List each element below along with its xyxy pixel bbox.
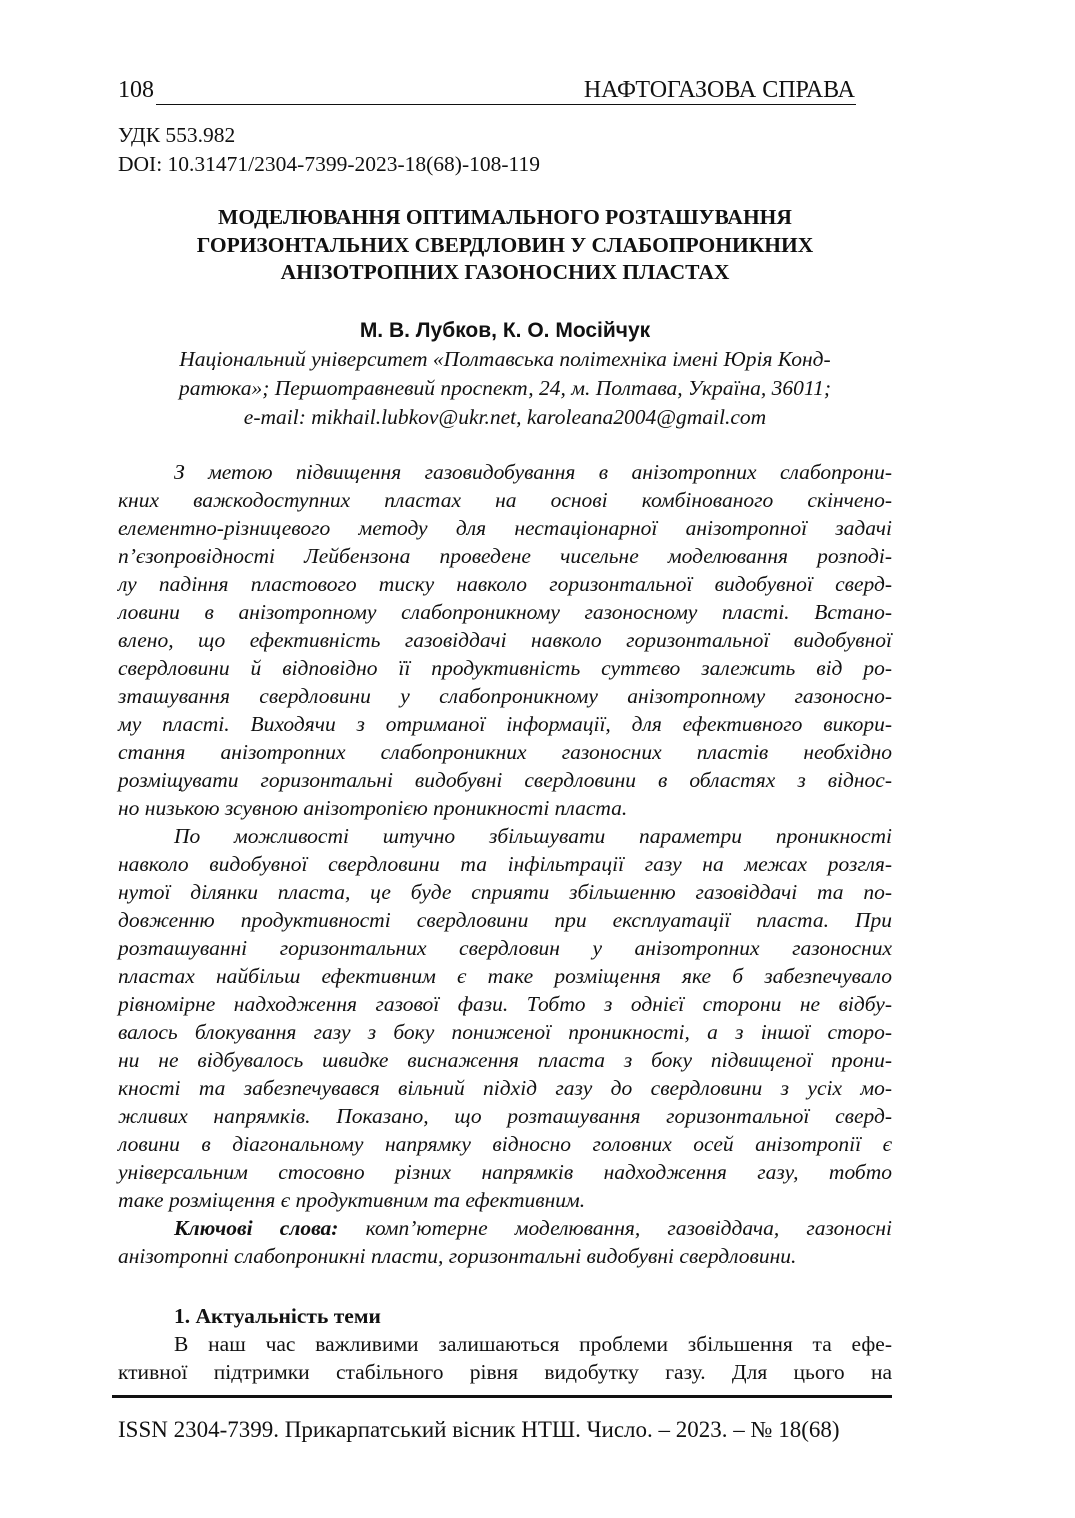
- article-title: [118, 204, 892, 287]
- abstract-line: му пласті. Виходячи з отриманої інформації, для ефективного викори-: [118, 712, 892, 736]
- footer-citation: ISSN 2304-7399. Прикарпатський вісник НТШ. Число. – 2023. – № 18(68): [118, 1417, 840, 1442]
- affiliation: [118, 345, 892, 432]
- abstract-line: ни не відбувалось швидке виснаження пласта з боку підвищеної прони-: [118, 1048, 892, 1072]
- abstract-line: таке розміщення є продуктивним та ефективним.: [118, 1188, 586, 1212]
- journal-name: НАФТОГАЗОВА СПРАВА: [583, 77, 855, 103]
- keywords-label: Ключові слова:: [174, 1216, 339, 1240]
- page-number: 108: [118, 77, 154, 103]
- abstract-line: довженню продуктивності свердловини при експлуатації пласта. При: [118, 908, 892, 932]
- abstract-line: З метою підвищення газовидобування в анізотропних слабопрони-: [174, 460, 892, 484]
- title-line: ГОРИЗОНТАЛЬНИХ СВЕРДЛОВИН У СЛАБОПРОНИКНИХ: [196, 232, 814, 257]
- abstract-line: навколо видобувної свердловини та інфільтрації газу на межах розгля-: [118, 852, 892, 876]
- affiliation-line: ратюка»; Першотравневий проспект, 24, м. Полтава, Україна, 36011;: [179, 376, 831, 400]
- abstract-line: розміщувати горизонтальні видобувні свердловини в областях з віднос-: [118, 768, 892, 792]
- doi: DOI: 10.31471/2304-7399-2023-18(68)-108-119: [118, 152, 540, 176]
- abstract-line: влено, що ефективність газовіддачі навколо горизонтальної видобувної: [118, 628, 892, 652]
- abstract-line: нутої ділянки пласта, це буде сприяти збільшенню газовіддачі та по-: [118, 880, 892, 904]
- body-line: В наш час важливими залишаються проблеми збільшення та ефе-: [174, 1332, 892, 1356]
- abstract-line: ловини в анізотропному слабопроникному газоносному пласті. Встано-: [118, 600, 892, 624]
- abstract-line: но низькою зсувною анізотропією проникності пласта.: [118, 796, 628, 820]
- title-line: АНІЗОТРОПНИХ ГАЗОНОСНИХ ПЛАСТАХ: [280, 260, 730, 284]
- abstract-paragraph-1: [118, 458, 892, 822]
- affiliation-line: Національний університет «Полтавська політехніка імені Юрія Конд-: [179, 347, 831, 371]
- article-metadata: [118, 121, 540, 179]
- section-relevance: [118, 1302, 892, 1386]
- abstract-line: пластах найбільш ефективним є таке розміщення яке б забезпечувало: [118, 964, 892, 988]
- udc-code: УДК 553.982: [118, 123, 236, 147]
- section-heading: 1. Актуальність теми: [174, 1304, 381, 1328]
- abstract-line: лу падіння пластового тиску навколо горизонтальної видобувної сверд-: [118, 572, 892, 596]
- abstract-line: ловини в діагональному напрямку відносно головних осей анізотропії є: [118, 1132, 892, 1156]
- abstract-line: елементно-різницевого методу для нестаціонарної анізотропної задачі: [118, 516, 892, 540]
- keywords-line: [118, 1214, 892, 1242]
- keywords-line: анізотропні слабопроникні пласти, горизонтальні видобувні свердловини.: [118, 1244, 797, 1268]
- abstract-line: стання анізотропних слабопроникних газоносних пластів необхідно: [118, 740, 892, 764]
- footer-divider: [112, 1395, 892, 1398]
- abstract: [118, 458, 892, 1270]
- abstract-line: зташування свердловини у слабопроникному анізотропному газоносно-: [118, 684, 892, 708]
- body-line: ктивної підтримки стабільного рівня видобутку газу. Для цього на: [118, 1360, 892, 1384]
- abstract-line: свердловини й відповідно її продуктивність суттєво залежить від ро-: [118, 656, 892, 680]
- abstract-line: розташуванні горизонтальних свердловин у анізотропних газоносних: [118, 936, 892, 960]
- running-header: [118, 76, 855, 104]
- affiliation-line: e-mail: mikhail.lubkov@ukr.net, karoleana2004@gmail.com: [243, 405, 767, 429]
- abstract-line: По можливості штучно збільшувати параметри проникності: [174, 824, 892, 848]
- keywords-text: комп’ютерне моделювання, газовіддача, газоносні: [338, 1216, 893, 1240]
- header-divider: [156, 104, 856, 105]
- abstract-line: кних важкодоступних пластах на основі комбінованого скінчено-: [118, 488, 892, 512]
- abstract-line: валось блокування газу з боку пониженої проникності, а з іншої сторо-: [118, 1020, 892, 1044]
- abstract-line: універсальним стосовно різних напрямків надходження газу, тобто: [118, 1160, 892, 1184]
- abstract-paragraph-2: [118, 822, 892, 1214]
- keywords: [118, 1214, 892, 1270]
- abstract-line: рівномірне надходження газової фази. Тобто з однієї сторони не відбу-: [118, 992, 892, 1016]
- abstract-line: кності та забезпечувався вільний підхід газу до свердловини з усіх мо-: [118, 1076, 892, 1100]
- title-line: МОДЕЛЮВАННЯ ОПТИМАЛЬНОГО РОЗТАШУВАННЯ: [218, 205, 792, 229]
- abstract-line: п’єзопровідності Лейбензона проведене чисельне моделювання розподі-: [118, 544, 892, 568]
- authors: М. В. Лубков, К. О. Мосійчук: [359, 319, 651, 342]
- abstract-line: жливих напрямків. Показано, що розташування горизонтальної сверд-: [118, 1104, 892, 1128]
